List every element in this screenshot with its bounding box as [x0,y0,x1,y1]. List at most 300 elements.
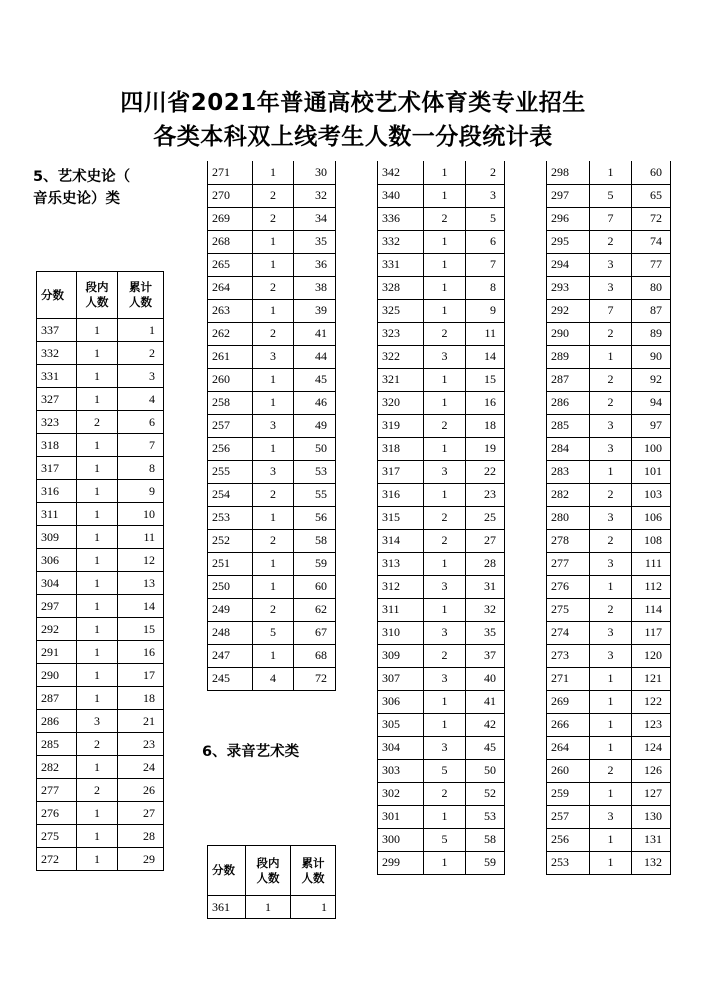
segment-count-cell: 2 [77,411,118,434]
score-cell: 312 [378,575,424,598]
cumulative-count-cell: 132 [632,851,671,874]
cumulative-count-cell: 25 [466,506,505,529]
score-cell: 303 [378,759,424,782]
table-row [547,345,671,368]
score-cell: 248 [208,621,253,644]
score-cell: 292 [37,618,77,641]
segment-count-cell: 1 [77,457,118,480]
segment-count-cell: 2 [253,598,294,621]
score-cell: 262 [208,322,253,345]
header-segment-line-1: 段内 [85,280,109,294]
cumulative-count-cell: 18 [466,414,505,437]
score-cell: 314 [378,529,424,552]
table-header-row [37,272,164,319]
score-cell: 253 [547,851,590,874]
score-cell: 284 [547,437,590,460]
table-row [378,276,505,299]
score-cell: 304 [378,736,424,759]
segment-count-cell: 2 [424,207,466,230]
cumulative-count-cell: 35 [466,621,505,644]
segment-count-cell: 1 [77,319,118,342]
cumulative-count-cell: 112 [632,575,671,598]
score-cell: 299 [378,851,424,874]
segment-count-cell: 1 [253,253,294,276]
cumulative-count-cell: 11 [118,526,164,549]
segment-count-cell: 1 [77,480,118,503]
cumulative-count-cell: 30 [294,161,336,184]
segment-count-cell: 3 [424,621,466,644]
table-row [378,391,505,414]
table-row [547,253,671,276]
table-row [547,483,671,506]
table-row [37,802,164,825]
cumulative-count-cell: 16 [118,641,164,664]
table-row [208,621,336,644]
score-cell: 282 [547,483,590,506]
segment-count-cell: 1 [77,572,118,595]
cumulative-count-cell: 101 [632,460,671,483]
score-cell: 275 [547,598,590,621]
cumulative-count-cell: 23 [466,483,505,506]
table-row [208,644,336,667]
cumulative-count-cell: 29 [118,848,164,871]
segment-count-cell: 3 [590,253,632,276]
score-cell: 322 [378,345,424,368]
segment-count-cell: 1 [424,253,466,276]
score-cell: 313 [378,552,424,575]
score-cell: 252 [208,529,253,552]
cumulative-count-cell: 72 [632,207,671,230]
cumulative-count-cell: 52 [466,782,505,805]
cumulative-count-cell: 34 [294,207,336,230]
score-cell: 271 [547,667,590,690]
segment-count-cell: 1 [590,345,632,368]
score-cell: 273 [547,644,590,667]
table-row [37,756,164,779]
table-row [37,572,164,595]
cumulative-count-cell: 14 [118,595,164,618]
segment-count-cell: 4 [253,667,294,690]
table-row [547,759,671,782]
segment-count-cell: 1 [253,230,294,253]
table-row [208,667,336,690]
score-cell: 276 [37,802,77,825]
table-row [37,434,164,457]
table-row [378,230,505,253]
segment-count-cell: 2 [590,598,632,621]
table-sound-recording-part-1 [207,845,336,919]
table-row [37,825,164,848]
table-row [378,782,505,805]
score-cell: 309 [37,526,77,549]
cumulative-count-cell: 6 [118,411,164,434]
table-sound-recording-part-3 [546,161,671,875]
cumulative-count-cell: 41 [294,322,336,345]
score-cell: 257 [547,805,590,828]
table-row [37,687,164,710]
table-row [208,483,336,506]
segment-count-cell: 1 [590,575,632,598]
score-cell: 361 [208,896,246,919]
table-row [37,733,164,756]
table-row [547,460,671,483]
table-row [378,299,505,322]
segment-count-cell: 2 [590,368,632,391]
cumulative-count-cell: 77 [632,253,671,276]
segment-count-cell: 3 [590,644,632,667]
segment-count-cell: 2 [253,184,294,207]
header-segment-count [77,272,118,319]
score-cell: 264 [547,736,590,759]
cumulative-count-cell: 55 [294,483,336,506]
segment-count-cell: 2 [253,322,294,345]
score-cell: 260 [547,759,590,782]
cumulative-count-cell: 3 [118,365,164,388]
table-row [208,345,336,368]
score-cell: 340 [378,184,424,207]
segment-count-cell: 3 [590,506,632,529]
score-cell: 310 [378,621,424,644]
segment-count-cell: 1 [77,365,118,388]
table-header-row [208,846,336,896]
score-cell: 255 [208,460,253,483]
table-row [547,828,671,851]
table-row [547,368,671,391]
score-cell: 259 [547,782,590,805]
cumulative-count-cell: 32 [466,598,505,621]
cumulative-count-cell: 39 [294,299,336,322]
cumulative-count-cell: 65 [632,184,671,207]
table-row [37,549,164,572]
cumulative-count-cell: 9 [118,480,164,503]
cumulative-count-cell: 59 [294,552,336,575]
score-cell: 271 [208,161,253,184]
segment-count-cell: 2 [590,322,632,345]
cumulative-count-cell: 2 [466,161,505,184]
score-cell: 306 [37,549,77,572]
segment-count-cell: 1 [424,713,466,736]
table-row [378,207,505,230]
cumulative-count-cell: 58 [466,828,505,851]
cumulative-count-cell: 37 [466,644,505,667]
score-cell: 280 [547,506,590,529]
table-art-history-part-1 [36,271,164,871]
table-row [378,598,505,621]
table-row [208,368,336,391]
segment-count-cell: 2 [253,529,294,552]
score-cell: 331 [37,365,77,388]
section-5-heading-line-2: 音乐史论）类 [33,191,120,207]
score-cell: 285 [37,733,77,756]
segment-count-cell: 3 [590,437,632,460]
segment-count-cell: 3 [253,345,294,368]
cumulative-count-cell: 23 [118,733,164,756]
cumulative-count-cell: 108 [632,529,671,552]
table-row [547,276,671,299]
segment-count-cell: 1 [253,506,294,529]
page-title-line-2: 各类本科双上线考生人数一分段统计表 [153,124,553,150]
cumulative-count-cell: 117 [632,621,671,644]
score-cell: 307 [378,667,424,690]
score-cell: 317 [378,460,424,483]
header-segment-line-2: 人数 [85,295,109,309]
table-row [208,391,336,414]
segment-count-cell: 2 [77,779,118,802]
segment-count-cell: 3 [590,552,632,575]
score-cell: 251 [208,552,253,575]
score-cell: 285 [547,414,590,437]
cumulative-count-cell: 126 [632,759,671,782]
cumulative-count-cell: 123 [632,713,671,736]
table-row [37,595,164,618]
segment-count-cell: 3 [590,621,632,644]
cumulative-count-cell: 2 [118,342,164,365]
cumulative-count-cell: 27 [118,802,164,825]
header-segment-line-1: 段内 [256,855,280,870]
segment-count-cell: 2 [424,506,466,529]
cumulative-count-cell: 68 [294,644,336,667]
segment-count-cell: 1 [253,391,294,414]
table-row [37,664,164,687]
score-cell: 309 [378,644,424,667]
table-row [208,506,336,529]
score-cell: 269 [208,207,253,230]
table-row [208,529,336,552]
score-cell: 258 [208,391,253,414]
section-5-heading-line-1: 5、艺术史论（ [33,169,131,185]
score-cell: 264 [208,276,253,299]
table-row [547,207,671,230]
cumulative-count-cell: 59 [466,851,505,874]
table-row [37,710,164,733]
cumulative-count-cell: 28 [466,552,505,575]
score-cell: 320 [378,391,424,414]
table-row [378,644,505,667]
cumulative-count-cell: 11 [466,322,505,345]
segment-count-cell: 3 [424,736,466,759]
score-cell: 304 [37,572,77,595]
segment-count-cell: 1 [590,736,632,759]
segment-count-cell: 1 [77,595,118,618]
table-row [547,184,671,207]
segment-count-cell: 5 [424,828,466,851]
score-cell: 270 [208,184,253,207]
score-cell: 245 [208,667,253,690]
table-row [208,322,336,345]
cumulative-count-cell: 72 [294,667,336,690]
table-row [37,526,164,549]
score-cell: 276 [547,575,590,598]
score-cell: 274 [547,621,590,644]
cumulative-count-cell: 131 [632,828,671,851]
segment-count-cell: 1 [424,437,466,460]
table-row [547,805,671,828]
segment-count-cell: 2 [590,759,632,782]
score-cell: 295 [547,230,590,253]
segment-count-cell: 5 [424,759,466,782]
table-row [208,437,336,460]
segment-count-cell: 1 [590,828,632,851]
table-row [378,184,505,207]
score-cell: 336 [378,207,424,230]
score-cell: 291 [37,641,77,664]
segment-count-cell: 2 [424,414,466,437]
cumulative-count-cell: 114 [632,598,671,621]
cumulative-count-cell: 58 [294,529,336,552]
cumulative-count-cell: 62 [294,598,336,621]
segment-count-cell: 1 [77,687,118,710]
segment-count-cell: 1 [77,618,118,641]
cumulative-count-cell: 50 [294,437,336,460]
segment-count-cell: 2 [424,529,466,552]
table-row [547,529,671,552]
segment-count-cell: 1 [424,805,466,828]
score-cell: 278 [547,529,590,552]
cumulative-count-cell: 36 [294,253,336,276]
cumulative-count-cell: 24 [118,756,164,779]
cumulative-count-cell: 124 [632,736,671,759]
segment-count-cell: 1 [246,896,291,919]
score-cell: 315 [378,506,424,529]
table-row [208,414,336,437]
cumulative-count-cell: 60 [294,575,336,598]
score-cell: 254 [208,483,253,506]
table-row [208,207,336,230]
segment-count-cell: 1 [590,851,632,874]
score-cell: 327 [37,388,77,411]
cumulative-count-cell: 18 [118,687,164,710]
score-cell: 332 [378,230,424,253]
table-row [378,736,505,759]
cumulative-count-cell: 28 [118,825,164,848]
score-cell: 316 [37,480,77,503]
score-cell: 321 [378,368,424,391]
segment-count-cell: 1 [590,713,632,736]
table-row [378,621,505,644]
segment-count-cell: 3 [590,805,632,828]
table-row [208,896,336,919]
score-cell: 297 [37,595,77,618]
segment-count-cell: 3 [424,460,466,483]
table-row [547,598,671,621]
score-cell: 290 [37,664,77,687]
cumulative-count-cell: 121 [632,667,671,690]
cumulative-count-cell: 38 [294,276,336,299]
score-cell: 332 [37,342,77,365]
cumulative-count-cell: 5 [466,207,505,230]
table-row [378,322,505,345]
table-row [547,414,671,437]
cumulative-count-cell: 92 [632,368,671,391]
cumulative-count-cell: 35 [294,230,336,253]
cumulative-count-cell: 1 [118,319,164,342]
score-cell: 292 [547,299,590,322]
segment-count-cell: 1 [253,299,294,322]
score-cell: 265 [208,253,253,276]
score-cell: 325 [378,299,424,322]
score-cell: 317 [37,457,77,480]
table-row [208,552,336,575]
table-art-history-part-2 [207,161,336,691]
segment-count-cell: 5 [253,621,294,644]
score-cell: 296 [547,207,590,230]
cumulative-count-cell: 74 [632,230,671,253]
cumulative-count-cell: 3 [466,184,505,207]
table-row [37,319,164,342]
cumulative-count-cell: 42 [466,713,505,736]
cumulative-count-cell: 106 [632,506,671,529]
segment-count-cell: 1 [77,802,118,825]
table-row [208,598,336,621]
score-cell: 286 [547,391,590,414]
table-row [208,184,336,207]
table-row [378,460,505,483]
cumulative-count-cell: 53 [294,460,336,483]
segment-count-cell: 7 [590,299,632,322]
score-cell: 286 [37,710,77,733]
score-cell: 289 [547,345,590,368]
cumulative-count-cell: 46 [294,391,336,414]
segment-count-cell: 1 [77,549,118,572]
cumulative-count-cell: 127 [632,782,671,805]
header-cumulative-count [291,846,336,896]
cumulative-count-cell: 22 [466,460,505,483]
cumulative-count-cell: 10 [118,503,164,526]
table-row [378,437,505,460]
table-row [378,805,505,828]
table-row [378,667,505,690]
cumulative-count-cell: 87 [632,299,671,322]
table-row [37,342,164,365]
cumulative-count-cell: 90 [632,345,671,368]
segment-count-cell: 1 [424,299,466,322]
score-cell: 328 [378,276,424,299]
table-row [208,230,336,253]
cumulative-count-cell: 17 [118,664,164,687]
segment-count-cell: 1 [77,388,118,411]
cumulative-count-cell: 50 [466,759,505,782]
cumulative-count-cell: 15 [118,618,164,641]
score-cell: 247 [208,644,253,667]
segment-count-cell: 1 [424,161,466,184]
segment-count-cell: 1 [253,161,294,184]
header-cumulative-line-2: 人数 [301,870,325,885]
table-row [208,161,336,184]
table-row [547,736,671,759]
segment-count-cell: 1 [77,641,118,664]
cumulative-count-cell: 41 [466,690,505,713]
table-row [547,506,671,529]
score-cell: 290 [547,322,590,345]
score-cell: 277 [37,779,77,802]
table-row [208,276,336,299]
segment-count-cell: 2 [424,322,466,345]
score-cell: 316 [378,483,424,506]
section-6-heading: 6、录音艺术类 [202,744,300,760]
score-cell: 268 [208,230,253,253]
segment-count-cell: 1 [77,503,118,526]
cumulative-count-cell: 8 [118,457,164,480]
segment-count-cell: 2 [590,483,632,506]
table-row [547,437,671,460]
segment-count-cell: 3 [424,575,466,598]
cumulative-count-cell: 44 [294,345,336,368]
table-row [37,848,164,871]
table-row [547,667,671,690]
segment-count-cell: 7 [590,207,632,230]
table-row [37,779,164,802]
segment-count-cell: 2 [253,276,294,299]
